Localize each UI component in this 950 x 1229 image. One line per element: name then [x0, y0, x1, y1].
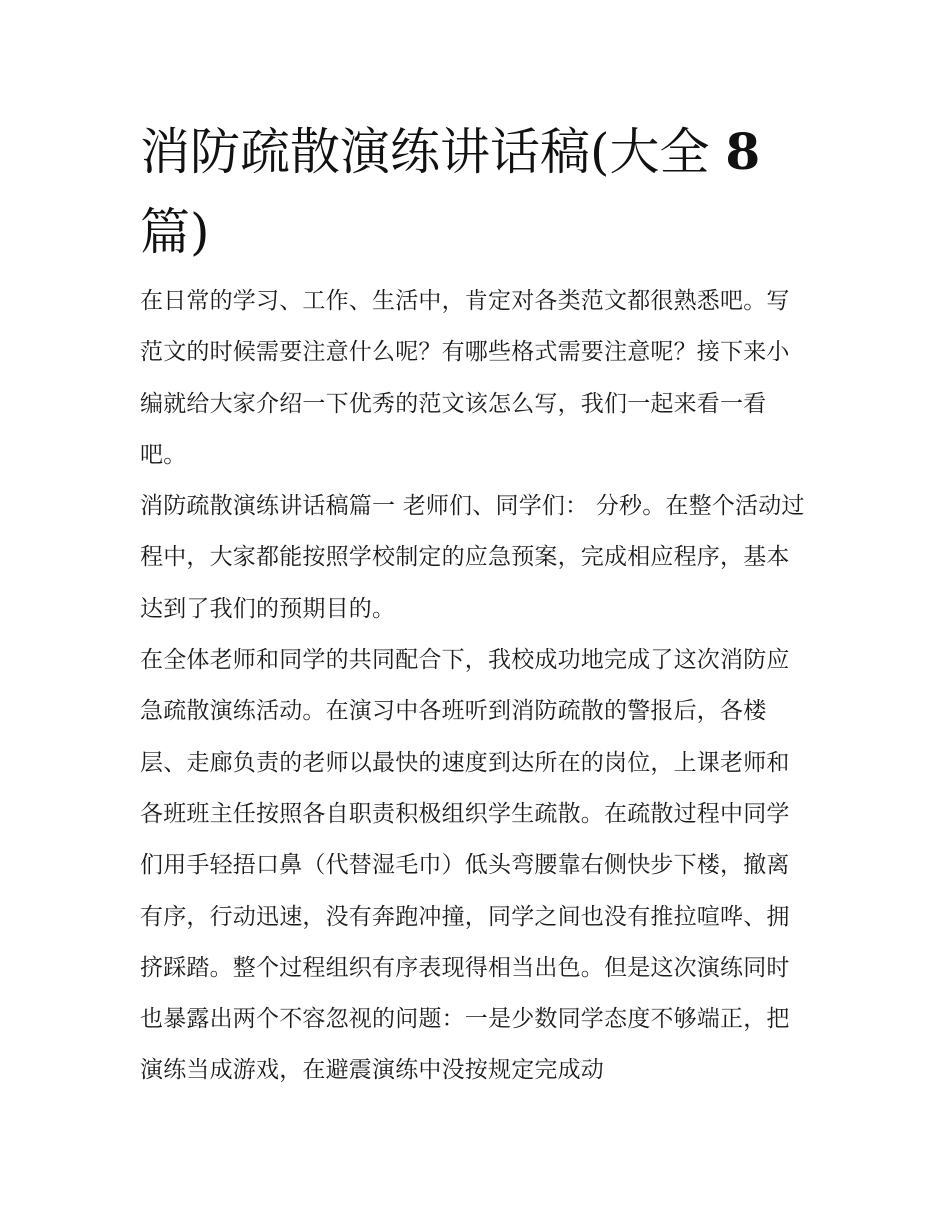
document-title	[140, 112, 820, 272]
title-end: 篇)	[140, 203, 210, 261]
title-number: 8	[725, 122, 761, 181]
paragraph-speech-1: 消防疏散演练讲话稿篇一 老师们、同学们： 分秒。在整个活动过程中，大家都能按照学校制定的应急预案，完成相应程序，基本达到了我们的预期目的。	[140, 493, 805, 622]
document-body	[140, 276, 812, 1097]
title-text: 消防疏散演练讲话稿(大全	[140, 123, 710, 181]
paragraph-intro: 在日常的学习、工作、生活中，肯定对各类范文都很熟悉吧。写范文的时候需要注意什么呢？有哪些格式需要注意呢？接下来小编就给大家介绍一下优秀的范文该怎么写，我们一起来看一看吧。	[140, 288, 790, 468]
paragraph-speech-2: 在全体老师和同学的共同配合下，我校成功地完成了这次消防应急疏散演练活动。在演习中各班听到消防疏散的警报后，各楼层、走廊负责的老师以最快的速度到达所在的岗位，上课老师和各班班主任按照各自职责积极组织学生疏散。在疏散过程中同学们用手轻捂口鼻（代替湿毛巾）低头弯腰靠右侧快步下楼，撤离有序，行动迅速，没有奔跑冲撞，同学之间也没有推拉喧哗、拥挤踩踏。整个过程组织有序表现得相当出色。但是这次演练同时也暴露出两个不容忽视的问题：一是少数同学态度不够端正，把演练当成游戏，在避震演练中没按规定完成动	[140, 647, 790, 1084]
